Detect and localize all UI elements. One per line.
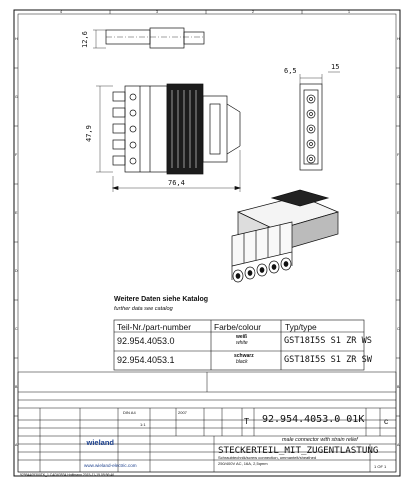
revision-index: c — [384, 416, 389, 426]
parts-header-part: Teil-Nr./part-number — [117, 322, 191, 332]
border-letter: F — [397, 153, 400, 157]
scale-value: 1:1 — [140, 422, 146, 427]
border-letter: D — [397, 269, 400, 273]
sheet-label: T — [244, 416, 250, 426]
parts-row-colour-en: white — [236, 340, 248, 346]
doc-id: 92954405300TK_1 CAD63534 Hoffmann 2015-11-19 09:56:46 — [20, 473, 115, 477]
sheet-inner-border — [18, 14, 396, 472]
border-letter: C — [397, 327, 400, 331]
border-letter: G — [15, 95, 18, 99]
border-letter: B — [15, 385, 18, 389]
parts-row-colour-en: black — [236, 359, 248, 365]
end-view — [300, 72, 340, 170]
product-rating: 250/400V AC, 16A, 2,5qmm — [218, 461, 268, 466]
isometric-view — [232, 190, 338, 282]
year-value: 2007 — [178, 410, 187, 415]
catalog-note-en: further data see catalog — [114, 306, 173, 312]
front-view — [96, 84, 240, 192]
parts-header-colour: Farbe/colour — [214, 322, 262, 332]
page-counter: 1 OF 1 — [374, 464, 387, 469]
border-letter: E — [15, 211, 18, 215]
border-letter: D — [15, 269, 18, 273]
border-letter: B — [397, 385, 400, 389]
border-letter: H — [15, 37, 18, 41]
border-letter: F — [15, 153, 18, 157]
parts-row-type: GST18I5S S1 ZR WS — [284, 336, 372, 346]
sheet-border — [14, 10, 400, 476]
dim-length: 76,4 — [168, 179, 185, 187]
catalog-note-de: Weitere Daten siehe Katalog — [114, 296, 209, 303]
border-number: 1 — [348, 9, 350, 14]
company-logo: wieland — [86, 438, 114, 448]
product-desc: Schraubtechnik/screw connection, ummantelt/sheathed — [218, 455, 317, 460]
parts-row-colour-de: weiß — [236, 334, 248, 340]
dim-height-top: 12,6 — [81, 31, 89, 48]
border-number: 3 — [156, 9, 158, 14]
company-website: www.wieland-electric.com — [84, 463, 137, 468]
drawing-number: 92.954.4053.0 01K — [262, 414, 365, 425]
parts-header-type: Typ/type — [285, 322, 317, 332]
parts-row-type: GST18I5S S1 ZR SW — [284, 355, 372, 365]
parts-row-part: 92.954.4053.1 — [117, 355, 175, 365]
border-number: 4 — [60, 9, 62, 14]
dim-height-front: 47,9 — [85, 125, 93, 142]
dim-side-width: 6,5 — [284, 67, 297, 75]
parts-row-part: 92.954.4053.0 — [117, 336, 175, 346]
parts-row-colour-de: schwarz — [234, 353, 254, 359]
border-letter: E — [397, 211, 400, 215]
border-letter: C — [15, 327, 18, 331]
format-value: DIN A4 — [123, 410, 136, 415]
border-letter: G — [397, 95, 400, 99]
border-letter: A — [15, 443, 18, 447]
border-letter: H — [397, 37, 400, 41]
dim-side-small: 15 — [331, 63, 340, 71]
product-subtitle-en: male connector with strain relief — [282, 437, 358, 443]
product-title: STECKERTEIL_MIT_ZUGENTLASTUNG — [218, 445, 379, 456]
border-number: 2 — [252, 9, 254, 14]
top-view — [93, 28, 204, 48]
border-letter: A — [397, 443, 400, 447]
